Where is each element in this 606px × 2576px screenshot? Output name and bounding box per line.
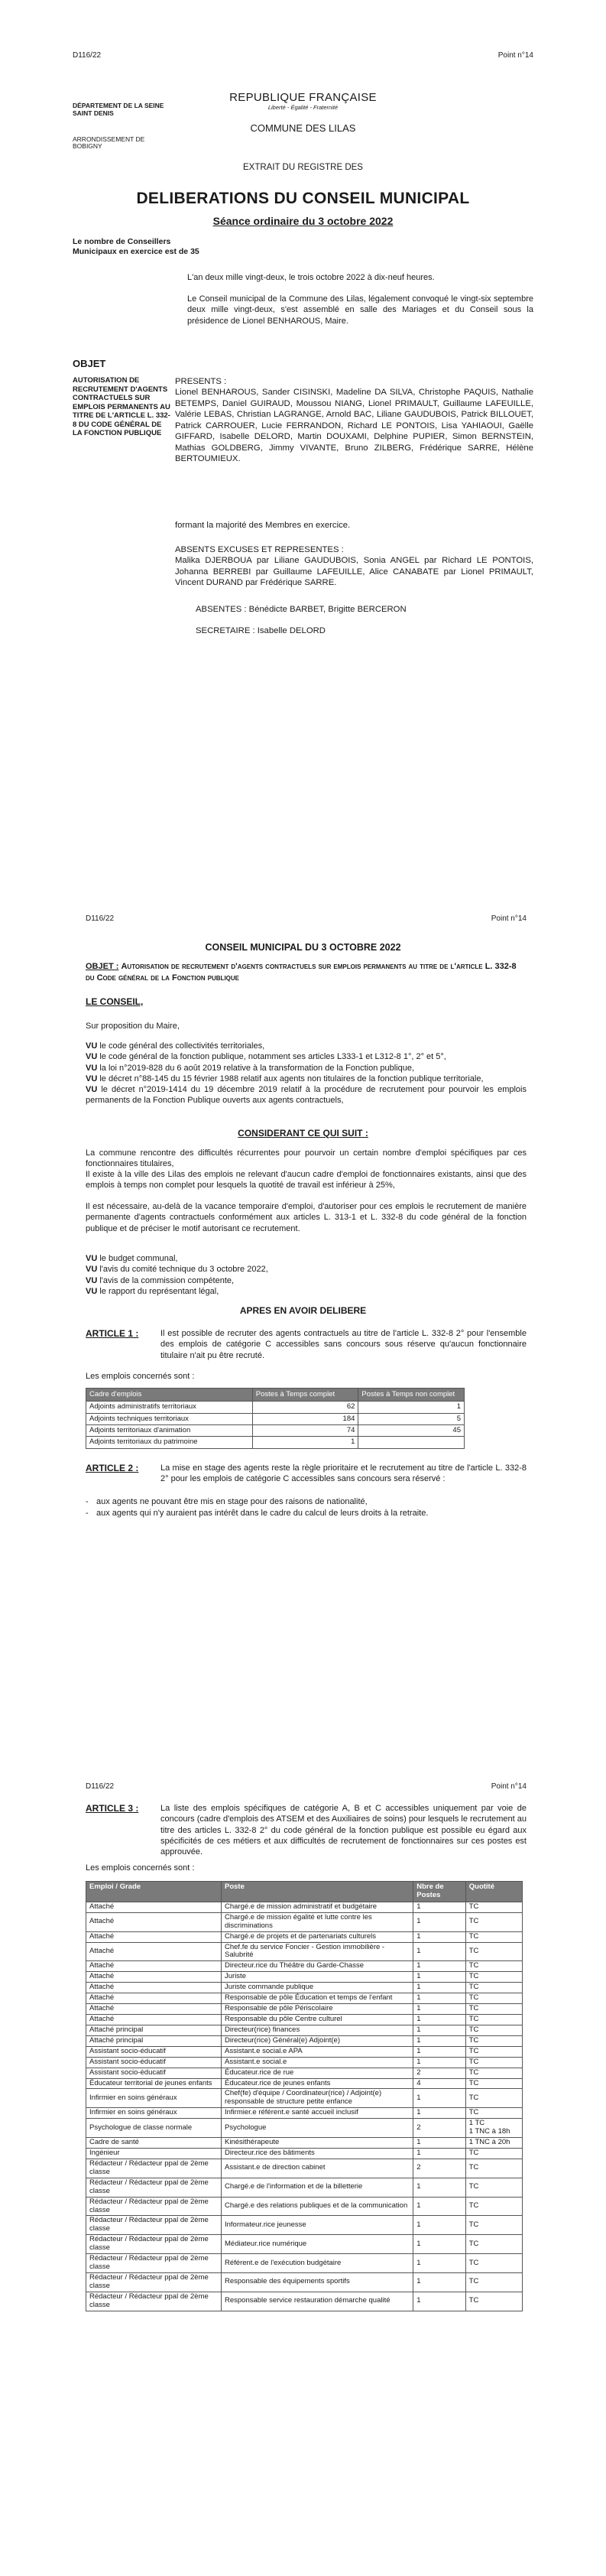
cell-poste: Responsable de pôle Éducation et temps de l'enfant	[222, 1993, 413, 2004]
table-row	[86, 2197, 523, 2216]
cell-quotite: TC	[465, 2108, 522, 2119]
cell-emploi: Rédacteur / Rédacteur ppal de 2ème classe	[86, 2159, 222, 2178]
page-2	[0, 859, 606, 1717]
cell-nbre: 2	[413, 2159, 466, 2178]
cell-quotite: TC	[465, 2004, 522, 2015]
cell-poste: Responsable des équipements sportifs	[222, 2272, 413, 2292]
absentes-line: ABSENTES : Bénédicte BARBET, Brigitte BERCERON	[196, 605, 407, 614]
convocation-paragraph: Le Conseil municipal de la Commune des Lilas, légalement convoqué le vingt-six septembre deux mille vingt-deux, s'est assemblé en salle des Mariages et du Conseil sous la présidence de Lionel BENHAROUS, Maire.	[187, 294, 533, 326]
conseil-title: CONSEIL MUNICIPAL DU 3 OCTOBRE 2022	[205, 942, 401, 953]
cell-quotite: TC	[465, 1961, 522, 1972]
cell-emploi: Attaché	[86, 2014, 222, 2025]
page-1	[0, 0, 606, 859]
cell-quotite: TC	[465, 2235, 522, 2254]
article-2-label: ARTICLE 2 :	[86, 1463, 139, 1473]
table-row	[86, 1912, 523, 1931]
table-row	[86, 2014, 523, 2025]
vu-item: VU le décret n°2019-1414 du 19 décembre 2019 relatif à la procédure de recrutement pour pourvoir les emplois permanents de la Fonction Publique ouverts aux agents contractuels,	[86, 1085, 527, 1106]
vu-item: VU le budget communal,	[86, 1254, 178, 1263]
article-2-text: La mise en stage des agents reste la règle prioritaire et le recrutement au titre de l'article L. 332-8 2° pour les emplois de catégorie C accessibles sans concours sera réservé :	[160, 1463, 527, 1484]
page-3	[0, 1717, 606, 2576]
article-3-text: La liste des emplois spécifiques de catégorie A, B et C accessibles uniquement par voie de concours (cadre d'emplois des ATSEM et des Auxiliaires de soins) pour lesquels le recrutement au titre des articles L. 332-8 2° du code général de la fonction publique est possible eu égard aux spécificités de ces métiers et aux difficultés de recrutement de fonctionnaires sur ces postes est approuvée.	[160, 1804, 527, 1857]
cell-poste: Directeur(rice) finances	[222, 2025, 413, 2035]
cell-nbre: 1	[413, 1942, 466, 1961]
cell-nbre: 1	[413, 1993, 466, 2004]
cell-emploi: Attaché	[86, 1961, 222, 1972]
cell-quotite: TC	[465, 1983, 522, 1993]
deliberation-ref: D116/22	[86, 1782, 115, 1791]
cell-poste: Directeur.rice du Théâtre du Garde-Chasse	[222, 1961, 413, 1972]
cell-quotite: TC	[465, 2035, 522, 2046]
cell-emploi: Attaché	[86, 1972, 222, 1983]
vu-item: VU le code général des collectivités territoriales,	[86, 1041, 265, 1051]
cell-poste: Médiateur.rice numérique	[222, 2235, 413, 2254]
vu-list-2	[86, 1253, 527, 1297]
cell-poste: Chargé.e de mission administratif et budgétaire	[222, 1902, 413, 1912]
cell-emploi: Psychologue de classe normale	[86, 2119, 222, 2138]
cell-nbre: 1	[413, 2089, 466, 2108]
deliberation-ref: D116/22	[73, 51, 102, 60]
cell-quotite: TC	[465, 2078, 522, 2089]
arrondissement: ARRONDISSEMENT DE BOBIGNY	[73, 135, 145, 151]
vu-item: VU le rapport du représentant légal,	[86, 1286, 219, 1296]
cell-poste: Assistant.e social.e APA	[222, 2046, 413, 2057]
cell-emploi: Attaché	[86, 1993, 222, 2004]
emplois-table-body	[86, 1902, 523, 2311]
objet-label: OBJET :	[86, 962, 119, 971]
cell-nbre: 1	[413, 2235, 466, 2254]
cell-quotite: TC	[465, 2292, 522, 2311]
table-row	[86, 2025, 523, 2035]
col-temps-non-complet: Postes à Temps non complet	[358, 1389, 465, 1402]
table-row	[86, 2272, 523, 2292]
table-row	[86, 2138, 523, 2149]
table-row	[86, 2159, 523, 2178]
cell-nbre: 1	[413, 1983, 466, 1993]
cell-quotite: TC	[465, 2216, 522, 2235]
cell-emploi: Rédacteur / Rédacteur ppal de 2ème classe	[86, 2254, 222, 2273]
deliberations-title: DELIBERATIONS DU CONSEIL MUNICIPAL	[136, 190, 470, 207]
cell-quotite: TC	[465, 2178, 522, 2197]
cell-quotite: TC	[465, 1902, 522, 1912]
considerant-1: La commune rencontre des difficultés récurrentes pour pourvoir un certain nombre d'emploi spécifiques par ces fonctionnaires titulaires,	[86, 1148, 527, 1169]
table-row	[86, 2057, 523, 2068]
list-item: - aux agents qui n'y auraient pas intérêt dans le cadre du calcul de leurs droits à la retraite.	[96, 1508, 527, 1519]
col-poste: Poste	[222, 1882, 413, 1902]
table-header-row	[86, 1882, 523, 1902]
cell-poste: Kinésithérapeute	[222, 2138, 413, 2149]
cell-nbre: 4	[413, 2078, 466, 2089]
cell-nbre: 1	[413, 2292, 466, 2311]
table-row	[86, 2119, 523, 2138]
departement: DÉPARTEMENT DE LA SEINE SAINT DENIS	[73, 102, 164, 117]
table-row	[86, 1902, 523, 1912]
cell-emploi: Rédacteur / Rédacteur ppal de 2ème classe	[86, 2272, 222, 2292]
table-row: Adjoints administratifs territoriaux 62 1	[86, 1402, 465, 1413]
cell-poste: Informateur.rice jeunesse	[222, 2216, 413, 2235]
cell-emploi: Attaché principal	[86, 2025, 222, 2035]
table-row: Adjoints techniques territoriaux 184 5	[86, 1413, 465, 1424]
point-number: Point n°14	[497, 51, 533, 60]
table-header-row	[86, 1389, 465, 1402]
table-row	[86, 2216, 523, 2235]
table-row	[86, 1972, 523, 1983]
col-temps-complet: Postes à Temps complet	[252, 1389, 358, 1402]
article-3-label: ARTICLE 3 :	[86, 1803, 139, 1814]
objet-text: Autorisation de recrutement d'agents contractuels sur emplois permanents au titre de l'article L. 332-8 du Code général de la Fonction publique	[86, 962, 517, 983]
table-row	[86, 2235, 523, 2254]
cell-nbre: 1	[413, 2108, 466, 2119]
vu-item: VU le décret n°88-145 du 15 février 1988 relatif aux agents non titulaires de la fonction publique territoriale,	[86, 1074, 484, 1083]
table-row	[86, 1961, 523, 1972]
cell-quotite: TC	[465, 2272, 522, 2292]
table-row: Adjoints territoriaux d'animation 74 45	[86, 1425, 465, 1437]
reserve-list	[96, 1496, 527, 1519]
table-row	[86, 2254, 523, 2273]
cell-poste: Chef(fe) d'équipe / Coordinateur(rice) / Adjoint(e) responsable de structure petite enfance	[222, 2089, 413, 2108]
considerant-3: Il est nécessaire, au-delà de la vacance temporaire d'emploi, d'autoriser pour ces emplois le recrutement de manière permanente d'agents contractuels conformément aux articles L. 313-1 et L. 332-8 du code général de la fonction publique et de préciser le motif autorisant ce recrutement.	[86, 1202, 527, 1233]
cell-poste: Chargé.e de projets et de partenariats culturels	[222, 1931, 413, 1942]
cell-emploi: Attaché	[86, 1942, 222, 1961]
cell-emploi: Attaché	[86, 1983, 222, 1993]
cell-poste: Chef.fe du service Foncier - Gestion immobilière - Salubrité	[222, 1942, 413, 1961]
article-1-text: Il est possible de recruter des agents contractuels au titre de l'article L. 332-8 2° pour l'ensemble des emplois de catégorie C accessibles sans concours sous réserve qu'aucun fonctionnaire titulaire n'ait pu être recruté.	[160, 1329, 527, 1360]
cell-nbre: 1	[413, 2197, 466, 2216]
seance-title: Séance ordinaire du 3 octobre 2022	[212, 215, 394, 227]
cell-nbre: 1	[413, 2178, 466, 2197]
cell-nbre: 1	[413, 2004, 466, 2015]
considerant-title: CONSIDERANT CE QUI SUIT :	[238, 1128, 368, 1139]
vu-list	[86, 1041, 527, 1106]
cell-emploi: Rédacteur / Rédacteur ppal de 2ème classe	[86, 2178, 222, 2197]
cell-nbre: 1	[413, 1972, 466, 1983]
cell-quotite: TC	[465, 1972, 522, 1983]
cell-nbre: 1	[413, 2216, 466, 2235]
cell-emploi: Rédacteur / Rédacteur ppal de 2ème classe	[86, 2197, 222, 2216]
absents-label: ABSENTS EXCUSES ET REPRESENTES :	[175, 545, 344, 554]
table-row: Adjoints territoriaux du patrimoine 1	[86, 1437, 465, 1448]
cell-emploi: Assistant socio-éducatif	[86, 2057, 222, 2068]
cell-nbre: 1	[413, 2148, 466, 2159]
objet-sidebar: AUTORISATION DE RECRUTEMENT D'AGENTS CONTRACTUELS SUR EMPLOIS PERMANENTS AU TITRE DE L'ARTICLE L. 332-8 DU CODE GÉNÉRAL DE LA FONCTION PUBLIQUE	[73, 376, 170, 438]
vu-item: VU l'avis du comité technique du 3 octobre 2022,	[86, 1265, 268, 1275]
cell-nbre: 1	[413, 2035, 466, 2046]
cell-quotite: TC	[465, 1931, 522, 1942]
cell-emploi: Attaché	[86, 1912, 222, 1931]
cell-nbre: 1	[413, 2046, 466, 2057]
considerant-2: Il existe à la ville des Lilas des emplois ne relevant d'aucun cadre d'emploi de fonctionnaires existants, ainsi que des emplois à temps non complet pour lesquels la quotité de travail est inférieur à 25%,	[86, 1170, 527, 1191]
table-row	[86, 2178, 523, 2197]
cell-quotite: TC	[465, 2025, 522, 2035]
table-row	[86, 2148, 523, 2159]
absents-list: Malika DJERBOUA par Liliane GAUDUBOIS, Sonia ANGEL par Richard LE PONTOIS, Johanna BERREBI par Guillaume LAFEUILLE, Alice CANABATE par Lionel PRIMAULT, Vincent DURAND par Frédérique SARRE.	[175, 556, 533, 588]
article-3	[86, 1803, 527, 1857]
cell-emploi: Infirmier en soins généraux	[86, 2108, 222, 2119]
table-row	[86, 2108, 523, 2119]
table-row	[86, 1983, 523, 1993]
objet-title: OBJET	[73, 358, 106, 369]
cell-poste: Juriste commande publique	[222, 1983, 413, 1993]
le-conseil: LE CONSEIL,	[86, 996, 144, 1007]
cell-emploi: Éducateur territorial de jeunes enfants	[86, 2078, 222, 2089]
cell-nbre: 1	[413, 2138, 466, 2149]
cell-emploi: Ingénieur	[86, 2148, 222, 2159]
cell-emploi: Rédacteur / Rédacteur ppal de 2ème classe	[86, 2216, 222, 2235]
table-row	[86, 2046, 523, 2057]
cell-poste: Responsable de pôle Périscolaire	[222, 2004, 413, 2015]
cell-emploi: Cadre de santé	[86, 2138, 222, 2149]
table-row	[86, 2004, 523, 2015]
cell-poste: Juriste	[222, 1972, 413, 1983]
cell-poste: Assistant.e de direction cabinet	[222, 2159, 413, 2178]
vu-item: VU le code général de la fonction publique, notamment ses articles L333-1 et L312-8 1°, 2° et 5°,	[86, 1052, 446, 1062]
cell-poste: Chargé.e de mission égalité et lutte contre les discriminations	[222, 1912, 413, 1931]
cell-poste: Éducateur.rice de rue	[222, 2068, 413, 2078]
conseillers-count: Le nombre de Conseillers Municipaux en exercice est de 35	[73, 237, 199, 256]
cell-poste: Psychologue	[222, 2119, 413, 2138]
cadre-emplois-table	[86, 1388, 465, 1449]
article-1-label: ARTICLE 1 :	[86, 1328, 139, 1339]
cell-quotite: TC	[465, 2014, 522, 2025]
point-number: Point n°14	[491, 914, 527, 923]
proposition: Sur proposition du Maire,	[86, 1022, 180, 1031]
cell-nbre: 2	[413, 2068, 466, 2078]
cell-emploi: Infirmier en soins généraux	[86, 2089, 222, 2108]
emplois-table	[86, 1881, 523, 2311]
cell-emploi: Rédacteur / Rédacteur ppal de 2ème classe	[86, 2235, 222, 2254]
cell-emploi: Attaché	[86, 1931, 222, 1942]
cell-quotite: TC	[465, 2046, 522, 2057]
cell-quotite: TC	[465, 1942, 522, 1961]
cell-poste: Directeur(rice) Général(e) Adjoint(e)	[222, 2035, 413, 2046]
table-row	[86, 2035, 523, 2046]
commune-name: COMMUNE DES LILAS	[250, 122, 356, 134]
cell-emploi: Attaché	[86, 2004, 222, 2015]
cell-nbre: 2	[413, 2119, 466, 2138]
cell-quotite: TC	[465, 1912, 522, 1931]
cell-quotite: 1 TNC à 20h	[465, 2138, 522, 2149]
col-quotite: Quotité	[465, 1882, 522, 1902]
cell-emploi: Attaché	[86, 1902, 222, 1912]
cell-nbre: 1	[413, 2014, 466, 2025]
article-2	[86, 1463, 527, 1485]
cell-poste: Chargé.e de l'information et de la billetterie	[222, 2178, 413, 2197]
date-paragraph: L'an deux mille vingt-deux, le trois octobre 2022 à dix-neuf heures.	[187, 273, 435, 282]
cell-nbre: 1	[413, 2272, 466, 2292]
deliberation-ref: D116/22	[86, 914, 115, 923]
cell-quotite: TC	[465, 2089, 522, 2108]
secretaire-line: SECRETAIRE : Isabelle DELORD	[196, 626, 326, 635]
table-row	[86, 1931, 523, 1942]
cell-emploi: Attaché principal	[86, 2035, 222, 2046]
cell-nbre: 1	[413, 1961, 466, 1972]
presents-label: PRESENTS :	[175, 377, 227, 386]
cell-poste: Chargé.e des relations publiques et de la communication	[222, 2197, 413, 2216]
cell-nbre: 1	[413, 2025, 466, 2035]
point-number: Point n°14	[491, 1782, 527, 1791]
cell-quotite: TC	[465, 2068, 522, 2078]
table-row	[86, 2068, 523, 2078]
col-cadre: Cadre d'emplois	[86, 1389, 253, 1402]
cell-nbre: 1	[413, 1912, 466, 1931]
cell-quotite: TC	[465, 2148, 522, 2159]
republique-title: REPUBLIQUE FRANÇAISE	[229, 91, 377, 104]
table-row	[86, 2078, 523, 2089]
presents-list: Lionel BENHAROUS, Sander CISINSKI, Madeline DA SILVA, Christophe PAQUIS, Nathalie BETEMPS, Daniel GUIRAUD, Moussou NIANG, Lionel PRIMAULT, Guillaume LAFEUILLE, Valérie LEBAS, Christian LAGRANGE, Arnold BAC, Liliane GAUDUBOIS, Patrick BILLOUET, Patrick CARROUER, Lucie FERRANDON, Richard LE PONTOIS, Lisa YAHIAOUI, Gaëlle GIFFARD, Isabelle DELORD, Martin DOUXAMI, Delphine PUPIER, Simon BERNSTEIN, Mathias GOLDBERG, Jimmy VIVANTE, Bruno ZILBERG, Frédérique SARRE, Hélène BERTOUMIEUX.	[175, 388, 533, 464]
cell-poste: Référent.e de l'exécution budgétaire	[222, 2254, 413, 2273]
cell-nbre: 1	[413, 1931, 466, 1942]
table-row	[86, 2292, 523, 2311]
col-nbre: Nbre de Postes	[413, 1882, 466, 1902]
cell-quotite: TC	[465, 2159, 522, 2178]
cell-nbre: 1	[413, 2254, 466, 2273]
vu-item: VU la loi n°2019-828 du 6 août 2019 relative à la transformation de la Fonction publique,	[86, 1063, 415, 1073]
cell-emploi: Assistant socio-éducatif	[86, 2046, 222, 2057]
cell-quotite: 1 TC 1 TNC à 18h	[465, 2119, 522, 2138]
extrait-label: EXTRAIT DU REGISTRE DES	[243, 163, 363, 172]
cell-quotite: TC	[465, 2197, 522, 2216]
table-row	[86, 2089, 523, 2108]
cell-nbre: 1	[413, 1902, 466, 1912]
devise: Liberté - Égalité - Fraternité	[267, 104, 339, 111]
emplois-concernes: Les emplois concernés sont :	[86, 1372, 195, 1381]
cell-poste: Éducateur.rice de jeunes enfants	[222, 2078, 413, 2089]
majorite-text: formant la majorité des Membres en exercice.	[175, 521, 351, 530]
apres-delibere: APRES EN AVOIR DELIBERE	[239, 1305, 367, 1316]
objet-line	[86, 961, 527, 984]
absents-block	[175, 544, 533, 589]
cell-poste: Infirmier.e référent.e santé accueil inclusif	[222, 2108, 413, 2119]
list-item: - aux agents ne pouvant être mis en stage pour des raisons de nationalité,	[96, 1496, 527, 1508]
table-row	[86, 1993, 523, 2004]
cell-poste: Directeur.rice des bâtiments	[222, 2148, 413, 2159]
cell-poste: Responsable du pôle Centre culturel	[222, 2014, 413, 2025]
cell-nbre: 1	[413, 2057, 466, 2068]
vu-item: VU l'avis de la commission compétente,	[86, 1275, 235, 1285]
cell-quotite: TC	[465, 2254, 522, 2273]
cell-emploi: Rédacteur / Rédacteur ppal de 2ème classe	[86, 2292, 222, 2311]
cell-poste: Assistant.e social.e	[222, 2057, 413, 2068]
cell-emploi: Assistant socio-éducatif	[86, 2068, 222, 2078]
cell-quotite: TC	[465, 1993, 522, 2004]
emplois-concernes: Les emplois concernés sont :	[86, 1863, 195, 1873]
col-emploi: Emploi / Grade	[86, 1882, 222, 1902]
table-row	[86, 1942, 523, 1961]
presents-block	[175, 376, 533, 465]
cell-quotite: TC	[465, 2057, 522, 2068]
article-1	[86, 1328, 527, 1361]
cell-poste: Responsable service restauration démarche qualité	[222, 2292, 413, 2311]
